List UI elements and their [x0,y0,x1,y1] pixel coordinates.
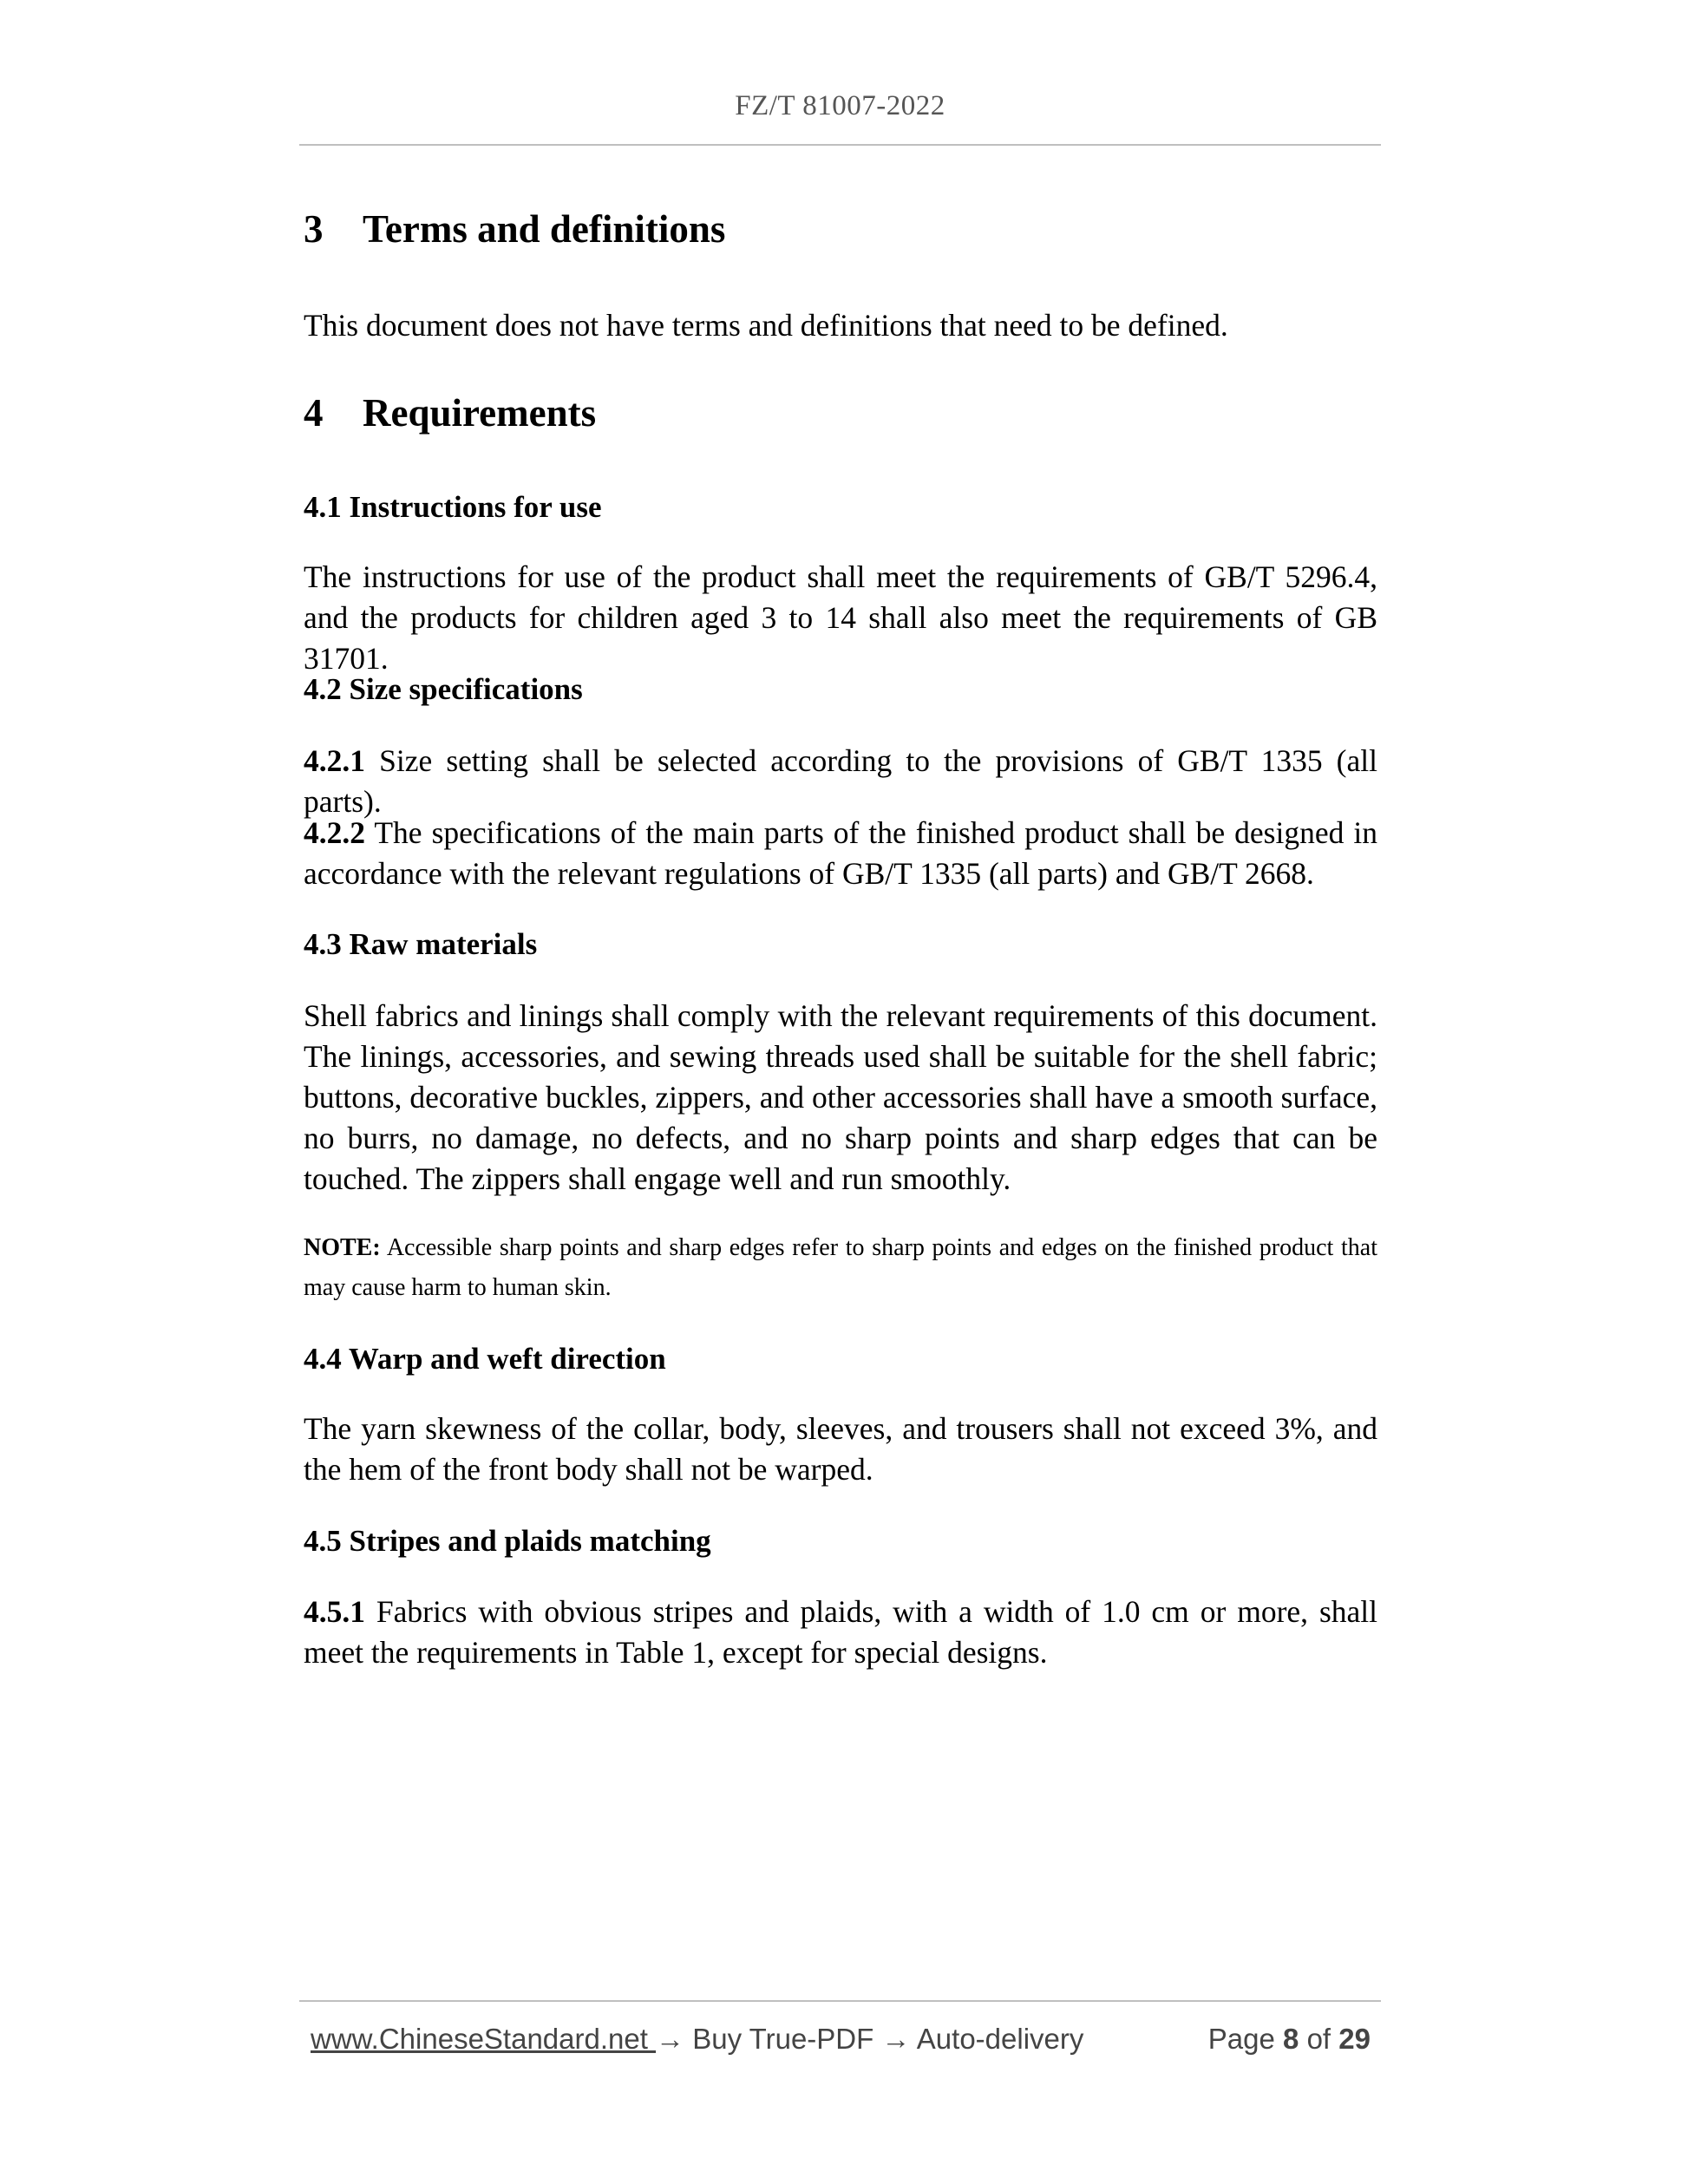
page-label: Page [1207,2023,1275,2055]
clause-4-4-text: The yarn skewness of the collar, body, sleeves, and trousers shall not exceed 3%, and the hem of the front body shall not be warped. [304,1411,1377,1487]
note-text: Accessible sharp points and sharp edges refer to sharp points and edges on the finished product that may cause harm to human skin. [304,1234,1377,1301]
section-3-heading [304,208,1377,252]
section-3-title: Terms and definitions [363,207,726,251]
section-4-heading [304,392,1377,435]
clause-4-2-2 [304,813,1377,894]
clause-4-3-heading: 4.3 Raw materials [304,927,538,961]
document-id-header: FZ/T 81007-2022 [735,90,945,121]
clause-4-1-text: The instructions for use of the product shall meet the requirements of GB/T 5296.4, and the products for children aged 3 to 14 shall also meet the requirements of GB 31701. [304,559,1377,676]
clause-4-5-1 [304,1592,1377,1673]
header-rule [299,144,1381,146]
clause-4-4-heading: 4.4 Warp and weft direction [304,1342,666,1376]
footer-rule [299,2000,1381,2002]
clause-4-3-note [304,1228,1377,1308]
section-4-number: 4 [304,391,324,435]
section-4-title: Requirements [363,391,597,435]
clause-4-3-text: Shell fabrics and linings shall comply with the relevant requirements of this document. The linings, accessories, and sewing threads used shall be suitable for the shell fabric; buttons, decorative buckles, zippers, and other accessories shall have a smooth surface, no burrs, no damage, no defects, and no sharp points and sharp edges that can be touched. The zippers shall engage well and run smoothly. [304,998,1377,1196]
note-label: NOTE: [304,1234,381,1261]
clause-4-2-1-text: Size setting shall be selected according to the provisions of GB/T 1335 (all parts). [304,743,1377,819]
page-of-label: of [1306,2023,1331,2055]
clause-4-1-heading: 4.1 Instructions for use [304,490,602,524]
clause-4-2-heading: 4.2 Size specifications [304,672,583,706]
footer-left [311,2023,1083,2056]
clause-4-5-1-text: Fabrics with obvious stripes and plaids, with a width of 1.0 cm or more, shall meet the requirements in Table 1, except for special designs. [304,1594,1377,1670]
clause-4-5-1-number: 4.5.1 [304,1594,365,1629]
clause-4-2-2-text: The specifications of the main parts of the finished product shall be designed in accordance with the relevant regulations of GB/T 1335 (all parts) and GB/T 2668. [304,815,1377,891]
clause-4-2-2-number: 4.2.2 [304,815,365,850]
chinesestandard-link[interactable]: www.ChineseStandard.net [311,2023,657,2055]
section-3-text: This document does not have terms and definitions that need to be defined. [304,308,1228,343]
clause-4-2-1 [304,741,1377,822]
clause-4-5-heading: 4.5 Stripes and plaids matching [304,1524,711,1558]
page-current: 8 [1283,2023,1299,2055]
clause-4-2-1-number: 4.2.1 [304,743,365,778]
page-total: 29 [1338,2023,1371,2055]
page-number [1208,2023,1371,2056]
footer-tagline: → Buy True-PDF → Auto-delivery [656,2023,1084,2055]
section-3-number: 3 [304,207,324,251]
